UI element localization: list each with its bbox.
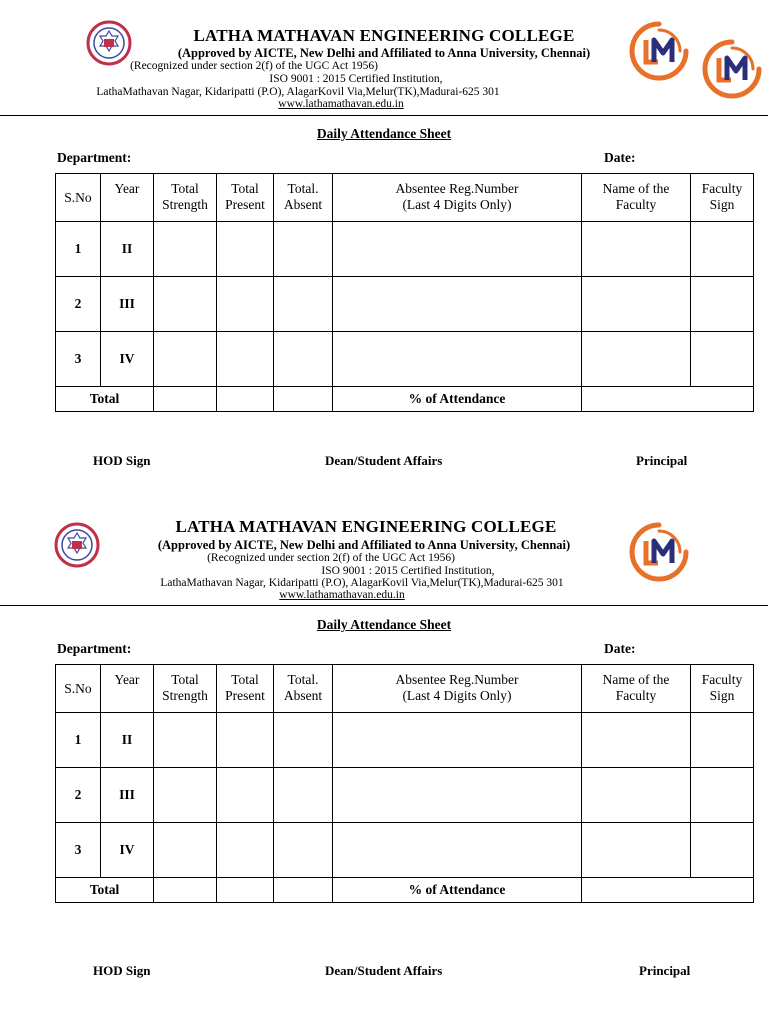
- cell-year: III: [101, 277, 154, 332]
- recognition-line: (Recognized under section 2(f) of the UGC Act 1956): [207, 552, 455, 564]
- cell-absentee-reg[interactable]: [333, 332, 582, 387]
- total-label: Total: [56, 387, 154, 412]
- cell-total-present[interactable]: [217, 768, 274, 823]
- cell-faculty-sign[interactable]: [691, 768, 754, 823]
- table-header-row: [56, 174, 754, 222]
- attendance-table: [55, 664, 754, 903]
- cell-sno: 3: [56, 823, 101, 878]
- address-line: LathaMathavan Nagar, Kidaripatti (P.O), AlagarKovil Via,Melur(TK),Madurai-625 301: [160, 577, 564, 589]
- approval-line: (Approved by AICTE, New Delhi and Affiliated to Anna University, Chennai): [157, 538, 571, 552]
- cell-faculty-name[interactable]: [582, 768, 691, 823]
- attendance-sheet-2: [0, 492, 768, 1024]
- cell-total-present[interactable]: [217, 878, 274, 903]
- cell-year: II: [101, 222, 154, 277]
- cell-absentee-reg[interactable]: [333, 823, 582, 878]
- attendance-percent-label: % of Attendance: [333, 387, 582, 412]
- cell-total-present[interactable]: [217, 823, 274, 878]
- cell-total-strength[interactable]: [154, 277, 217, 332]
- website-link[interactable]: www.lathamathavan.edu.in: [279, 589, 405, 601]
- cell-total-absent[interactable]: [274, 387, 333, 412]
- col-header-faculty-sign: Faculty Sign: [691, 665, 754, 713]
- cell-faculty-name[interactable]: [582, 823, 691, 878]
- cell-total-strength[interactable]: [154, 878, 217, 903]
- cell-absentee-reg[interactable]: [333, 768, 582, 823]
- cell-faculty-sign[interactable]: [691, 332, 754, 387]
- college-name: LATHA MATHAVAN ENGINEERING COLLEGE: [193, 26, 575, 45]
- total-label: Total: [56, 878, 154, 903]
- date-label: Date:: [604, 150, 636, 165]
- sheet-title: Daily Attendance Sheet: [316, 617, 452, 632]
- total-row: [56, 878, 754, 903]
- table-row: [56, 768, 754, 823]
- col-header-year: Year: [101, 174, 154, 222]
- cell-sno: 3: [56, 332, 101, 387]
- principal-sign-label: Principal: [639, 963, 691, 978]
- cell-total-absent[interactable]: [274, 768, 333, 823]
- cell-year: IV: [101, 332, 154, 387]
- lm-logo-icon: [628, 521, 690, 583]
- recognition-line: (Recognized under section 2(f) of the UGC Act 1956): [130, 60, 378, 72]
- cell-total-strength[interactable]: [154, 222, 217, 277]
- table-row: [56, 332, 754, 387]
- cell-year: III: [101, 768, 154, 823]
- col-header-absentee-reg: Absentee Reg.Number (Last 4 Digits Only): [333, 174, 582, 222]
- col-header-total-strength: Total Strength: [154, 174, 217, 222]
- lm-logo-icon: [628, 20, 690, 82]
- header-divider: [0, 605, 768, 606]
- cell-sno: 1: [56, 713, 101, 768]
- address-line: LathaMathavan Nagar, Kidaripatti (P.O), AlagarKovil Via,Melur(TK),Madurai-625 301: [96, 86, 500, 98]
- cell-total-absent[interactable]: [274, 713, 333, 768]
- department-label: Department:: [57, 150, 132, 165]
- cell-sno: 2: [56, 277, 101, 332]
- attendance-percent-label: % of Attendance: [333, 878, 582, 903]
- col-header-total-strength: Total Strength: [154, 665, 217, 713]
- cell-sno: 1: [56, 222, 101, 277]
- cell-absentee-reg[interactable]: [333, 222, 582, 277]
- lm-logo-icon: [701, 38, 763, 100]
- col-header-faculty-name: Name of the Faculty: [582, 665, 691, 713]
- iso-line: ISO 9001 : 2015 Certified Institution,: [321, 565, 495, 577]
- principal-sign-label: Principal: [636, 453, 688, 468]
- table-row: [56, 823, 754, 878]
- cell-total-present[interactable]: [217, 713, 274, 768]
- approval-line: (Approved by AICTE, New Delhi and Affiliated to Anna University, Chennai): [177, 46, 591, 60]
- cell-faculty-name[interactable]: [582, 713, 691, 768]
- cell-sno: 2: [56, 768, 101, 823]
- hod-sign-label: HOD Sign: [93, 453, 151, 468]
- cell-year: IV: [101, 823, 154, 878]
- cell-year: II: [101, 713, 154, 768]
- cell-total-strength[interactable]: [154, 332, 217, 387]
- total-row: [56, 387, 754, 412]
- cell-total-present[interactable]: [217, 387, 274, 412]
- cell-faculty-sign[interactable]: [691, 222, 754, 277]
- col-header-absentee-reg: Absentee Reg.Number (Last 4 Digits Only): [333, 665, 582, 713]
- cell-total-present[interactable]: [217, 332, 274, 387]
- cell-total-absent[interactable]: [274, 277, 333, 332]
- cell-faculty-sign[interactable]: [691, 713, 754, 768]
- iso-line: ISO 9001 : 2015 Certified Institution,: [269, 73, 443, 85]
- attendance-table: [55, 173, 754, 412]
- cell-total-strength[interactable]: [154, 768, 217, 823]
- department-label: Department:: [57, 641, 132, 656]
- cell-attendance-percent[interactable]: [582, 878, 754, 903]
- col-header-total-present: Total Present: [217, 665, 274, 713]
- table-row: [56, 713, 754, 768]
- cell-total-strength[interactable]: [154, 713, 217, 768]
- cell-faculty-sign[interactable]: [691, 823, 754, 878]
- cell-faculty-name[interactable]: [582, 222, 691, 277]
- col-header-year: Year: [101, 665, 154, 713]
- col-header-total-absent: Total. Absent: [274, 665, 333, 713]
- website-link[interactable]: www.lathamathavan.edu.in: [278, 98, 404, 110]
- cell-faculty-sign[interactable]: [691, 277, 754, 332]
- table-row: [56, 222, 754, 277]
- cell-total-present[interactable]: [217, 277, 274, 332]
- col-header-sno: S.No: [56, 665, 101, 713]
- col-header-total-absent: Total. Absent: [274, 174, 333, 222]
- cell-total-strength[interactable]: [154, 387, 217, 412]
- cell-absentee-reg[interactable]: [333, 713, 582, 768]
- col-header-sno: S.No: [56, 174, 101, 222]
- table-row: [56, 277, 754, 332]
- cell-total-present[interactable]: [217, 222, 274, 277]
- cell-absentee-reg[interactable]: [333, 277, 582, 332]
- header-divider: [0, 115, 768, 116]
- cell-faculty-name[interactable]: [582, 332, 691, 387]
- cell-total-absent[interactable]: [274, 222, 333, 277]
- dean-sign-label: Dean/Student Affairs: [325, 453, 443, 468]
- cell-total-strength[interactable]: [154, 823, 217, 878]
- date-label: Date:: [604, 641, 636, 656]
- cell-total-absent[interactable]: [274, 878, 333, 903]
- col-header-faculty-name: Name of the Faculty: [582, 174, 691, 222]
- cell-total-absent[interactable]: [274, 332, 333, 387]
- sheet-title: Daily Attendance Sheet: [316, 126, 452, 141]
- cell-attendance-percent[interactable]: [582, 387, 754, 412]
- col-header-faculty-sign: Faculty Sign: [691, 174, 754, 222]
- col-header-total-present: Total Present: [217, 174, 274, 222]
- cell-total-absent[interactable]: [274, 823, 333, 878]
- attendance-sheet-1: [0, 0, 768, 492]
- college-name: LATHA MATHAVAN ENGINEERING COLLEGE: [175, 517, 557, 536]
- cell-faculty-name[interactable]: [582, 277, 691, 332]
- dean-sign-label: Dean/Student Affairs: [325, 963, 443, 978]
- table-header-row: [56, 665, 754, 713]
- hod-sign-label: HOD Sign: [93, 963, 151, 978]
